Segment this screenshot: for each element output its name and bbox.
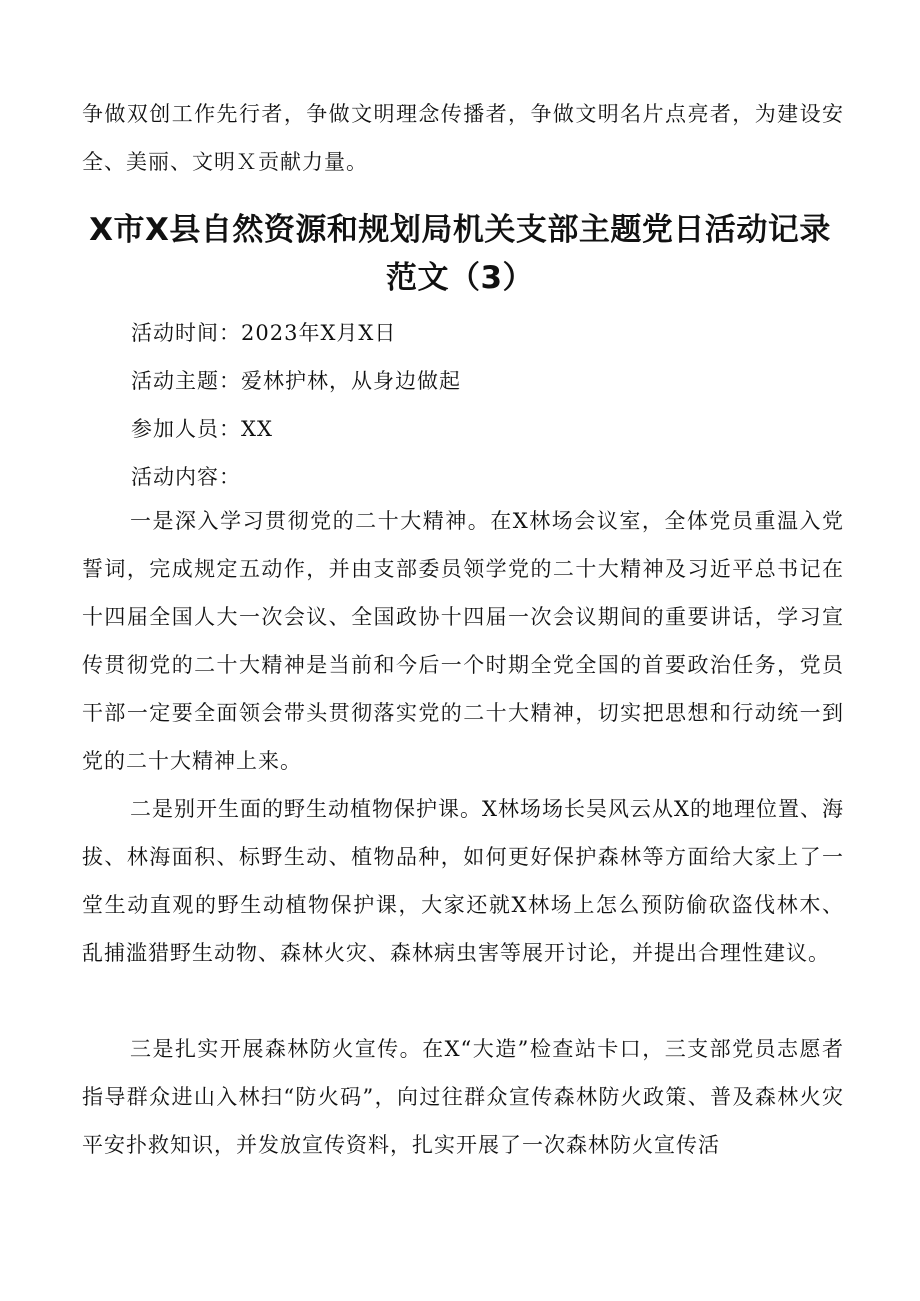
intro-paragraph: 争做双创工作先行者，争做文明理念传播者，争做文明名片点亮者，为建设安全、美丽、文明Ｘ贡献力量。 [82,102,844,174]
document-title-line-1: X市X县自然资源和规划局机关支部主题党日活动记录 [89,212,831,248]
content-paragraph-3: 三是扎实开展森林防火宣传。在X“大造”检查站卡口，三支部党员志愿者指导群众进山入林扫“防火码”，向过往群众宣传森林防火政策、普及森林火灾平安扑救知识，并发放宣传资料，扎实开展了一次森林防火宣传活 [82,1037,844,1157]
activity-content-label: 活动内容： [131,465,241,489]
document-title-line-2: 范文（3） [385,260,535,296]
activity-theme: 活动主题：爱林护林，从身边做起 [131,369,461,393]
content-paragraph-2: 二是别开生面的野生动植物保护课。X林场场长吴风云从X的地理位置、海拔、林海面积、标野生动、植物品种，如何更好保护森林等方面给大家上了一堂生动直观的野生动植物保护课，大家还就X林场上怎么预防偷砍盗伐林木、乱捕滥猎野生动物、森林火灾、森林病虫害等展开讨论，并提出合理性建议。 [82,797,844,965]
activity-participants: 参加人员：XX [131,417,273,441]
activity-time: 活动时间：2023年X月X日 [131,321,397,345]
content-paragraph-1: 一是深入学习贯彻党的二十大精神。在X林场会议室，全体党员重温入党誓词，完成规定五动作，并由支部委员领学党的二十大精神及习近平总书记在十四届全国人大一次会议、全国政协十四届一次会议期间的重要讲话，学习宣传贯彻党的二十大精神是当前和今后一个时期全党全国的首要政治任务，党员干部一定要全面领会带头贯彻落实党的二十大精神，切实把思想和行动统一到党的二十大精神上来。 [82,509,844,773]
